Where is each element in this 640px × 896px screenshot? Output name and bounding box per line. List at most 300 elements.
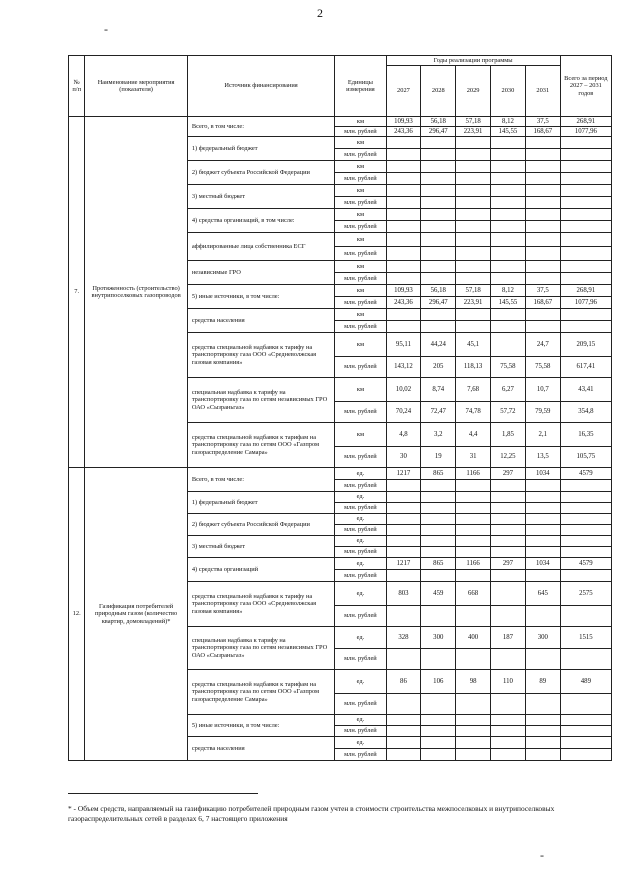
value-cell: 268,91 <box>560 285 611 297</box>
value-cell <box>560 137 611 149</box>
value-cell <box>491 480 526 492</box>
value-cell <box>456 309 491 321</box>
value-cell: 243,36 <box>386 127 421 137</box>
value-cell <box>560 173 611 185</box>
value-cell <box>456 197 491 209</box>
value-cell: 118,13 <box>456 357 491 378</box>
value-cell <box>560 273 611 285</box>
header-source: Источник финансирования <box>187 56 335 117</box>
unit-cell: км <box>335 285 386 297</box>
value-cell <box>386 649 421 670</box>
value-cell: 24,7 <box>525 333 560 357</box>
value-cell: 56,18 <box>421 285 456 297</box>
value-cell: 105,75 <box>560 447 611 468</box>
value-cell: 400 <box>456 627 491 649</box>
unit-cell: км <box>335 137 386 149</box>
value-cell <box>491 525 526 536</box>
value-cell <box>491 197 526 209</box>
value-cell: 300 <box>421 627 456 649</box>
value-cell <box>421 480 456 492</box>
value-cell: 16,35 <box>560 423 611 447</box>
unit-cell: ед. <box>335 737 386 749</box>
value-cell <box>525 570 560 582</box>
value-cell <box>456 185 491 197</box>
value-cell: 4,4 <box>456 423 491 447</box>
unit-cell: млн. рублей <box>335 321 386 333</box>
value-cell <box>525 137 560 149</box>
value-cell <box>456 161 491 173</box>
unit-cell: км <box>335 333 386 357</box>
value-cell <box>525 649 560 670</box>
value-cell <box>491 570 526 582</box>
header-year: 2031 <box>525 66 560 117</box>
value-cell <box>560 649 611 670</box>
value-cell <box>456 137 491 149</box>
value-cell <box>491 503 526 514</box>
value-cell: 243,36 <box>386 297 421 309</box>
value-cell <box>560 503 611 514</box>
value-cell: 57,72 <box>491 402 526 423</box>
value-cell: 37,5 <box>525 117 560 127</box>
value-cell <box>386 309 421 321</box>
value-cell <box>560 570 611 582</box>
unit-cell: ед. <box>335 715 386 726</box>
value-cell: 459 <box>421 582 456 606</box>
value-cell: 803 <box>386 582 421 606</box>
unit-cell: км <box>335 185 386 197</box>
value-cell <box>491 333 526 357</box>
value-cell <box>525 480 560 492</box>
value-cell <box>560 715 611 726</box>
value-cell <box>491 149 526 161</box>
value-cell <box>456 737 491 749</box>
value-cell <box>456 503 491 514</box>
unit-cell: ед. <box>335 468 386 480</box>
value-cell <box>386 149 421 161</box>
value-cell <box>491 321 526 333</box>
value-cell <box>421 233 456 247</box>
value-cell <box>560 247 611 261</box>
table-row <box>69 117 612 127</box>
value-cell: 4579 <box>560 558 611 570</box>
source-label: средства населения <box>187 309 335 333</box>
value-cell <box>421 547 456 558</box>
unit-cell: млн. рублей <box>335 357 386 378</box>
unit-cell: млн. рублей <box>335 402 386 423</box>
value-cell: 296,47 <box>421 127 456 137</box>
unit-cell: ед. <box>335 670 386 694</box>
value-cell <box>560 221 611 233</box>
value-cell <box>525 161 560 173</box>
source-label: Всего, в том числе: <box>187 468 335 492</box>
value-cell <box>525 197 560 209</box>
value-cell <box>491 492 526 503</box>
activity-name: Протяженность (строительство) внутрипоселковых газопроводов <box>85 117 187 468</box>
value-cell: 1166 <box>456 558 491 570</box>
value-cell <box>386 737 421 749</box>
value-cell <box>525 525 560 536</box>
unit-cell: км <box>335 261 386 273</box>
value-cell <box>560 547 611 558</box>
value-cell: 300 <box>525 627 560 649</box>
value-cell: 4,8 <box>386 423 421 447</box>
value-cell: 1166 <box>456 468 491 480</box>
value-cell: 110 <box>491 670 526 694</box>
value-cell <box>421 649 456 670</box>
value-cell <box>421 173 456 185</box>
header-row-1 <box>69 56 612 66</box>
value-cell: 56,18 <box>421 117 456 127</box>
value-cell <box>525 321 560 333</box>
value-cell <box>386 161 421 173</box>
unit-cell: млн. рублей <box>335 570 386 582</box>
value-cell <box>456 514 491 525</box>
footnote-rule <box>68 793 258 794</box>
value-cell <box>560 197 611 209</box>
value-cell <box>421 309 456 321</box>
value-cell <box>491 606 526 627</box>
unit-cell: млн. рублей <box>335 247 386 261</box>
value-cell <box>525 209 560 221</box>
value-cell: 1034 <box>525 558 560 570</box>
unit-cell: ед. <box>335 627 386 649</box>
value-cell <box>386 185 421 197</box>
value-cell <box>491 309 526 321</box>
table-row <box>69 468 612 480</box>
value-cell <box>421 137 456 149</box>
value-cell <box>386 694 421 715</box>
header-year: 2027 <box>386 66 421 117</box>
value-cell <box>560 480 611 492</box>
value-cell <box>491 137 526 149</box>
value-cell <box>525 514 560 525</box>
value-cell <box>456 694 491 715</box>
value-cell <box>421 503 456 514</box>
value-cell <box>386 480 421 492</box>
value-cell <box>421 525 456 536</box>
value-cell <box>560 261 611 273</box>
value-cell: 143,12 <box>386 357 421 378</box>
value-cell <box>386 273 421 285</box>
value-cell: 1077,96 <box>560 127 611 137</box>
footnote: * - Объем средств, направляемый на газификацию потребителей природным газом учтен в стоимости строительства межпоселковых и внутрипоселковых газораспределительных сетей в разделах 6, 7 настоящего приложения <box>68 804 555 823</box>
unit-cell: км <box>335 309 386 321</box>
value-cell: 668 <box>456 582 491 606</box>
unit-cell: млн. рублей <box>335 480 386 492</box>
source-label: 2) бюджет субъекта Российской Федерации <box>187 514 335 536</box>
value-cell <box>525 726 560 737</box>
value-cell: 297 <box>491 468 526 480</box>
value-cell: 168,67 <box>525 297 560 309</box>
header-num: № п/п <box>69 56 85 117</box>
value-cell: 2575 <box>560 582 611 606</box>
value-cell <box>525 606 560 627</box>
value-cell: 268,91 <box>560 117 611 127</box>
value-cell <box>491 649 526 670</box>
value-cell <box>386 503 421 514</box>
value-cell <box>491 514 526 525</box>
value-cell <box>386 536 421 547</box>
unit-cell: млн. рублей <box>335 726 386 737</box>
value-cell: 617,41 <box>560 357 611 378</box>
value-cell <box>560 161 611 173</box>
value-cell <box>421 221 456 233</box>
value-cell: 1,85 <box>491 423 526 447</box>
value-cell <box>525 261 560 273</box>
value-cell <box>491 547 526 558</box>
header-year: 2028 <box>421 66 456 117</box>
value-cell <box>421 197 456 209</box>
value-cell <box>491 582 526 606</box>
value-cell <box>456 321 491 333</box>
value-cell <box>491 247 526 261</box>
value-cell <box>386 749 421 761</box>
value-cell <box>456 649 491 670</box>
unit-cell: млн. рублей <box>335 149 386 161</box>
value-cell: 86 <box>386 670 421 694</box>
value-cell <box>560 694 611 715</box>
value-cell <box>491 273 526 285</box>
value-cell: 72,47 <box>421 402 456 423</box>
unit-cell: млн. рублей <box>335 503 386 514</box>
value-cell: 8,74 <box>421 378 456 402</box>
unit-cell: млн. рублей <box>335 525 386 536</box>
value-cell <box>525 273 560 285</box>
value-cell <box>560 321 611 333</box>
value-cell <box>491 233 526 247</box>
source-label: 4) средства организаций, в том числе: <box>187 209 335 233</box>
header-unit: Единицы измерения <box>335 56 386 117</box>
header-years-group: Годы реализации программы <box>386 56 560 66</box>
value-cell: 6,27 <box>491 378 526 402</box>
source-label: 5) иные источники, в том числе: <box>187 285 335 309</box>
value-cell <box>560 726 611 737</box>
value-cell <box>525 149 560 161</box>
margin-mark-bottom: - <box>540 848 544 862</box>
unit-cell: км <box>335 378 386 402</box>
value-cell: 19 <box>421 447 456 468</box>
source-label: средства специальной надбавки к тарифам на транспортировку газа по сетям ООО «Газпром газораспределение Самара» <box>187 423 335 468</box>
value-cell <box>386 247 421 261</box>
value-cell <box>456 149 491 161</box>
value-cell <box>456 606 491 627</box>
page-number: 2 <box>317 6 323 20</box>
header-total: Всего за период 2027 – 2031 годов <box>560 56 611 117</box>
value-cell <box>525 173 560 185</box>
activity-name: Газификация потребителей природным газом (количество квартир, домовладений)* <box>85 468 187 761</box>
source-label: специальная надбавка к тарифу на транспортировку газа по сетям независимых ГРО ОАО «Сызраньгаз» <box>187 627 335 670</box>
value-cell <box>560 525 611 536</box>
unit-cell: км <box>335 209 386 221</box>
row-number: 7. <box>69 117 85 468</box>
value-cell: 74,78 <box>456 402 491 423</box>
unit-cell: млн. рублей <box>335 127 386 137</box>
value-cell <box>386 606 421 627</box>
value-cell <box>456 261 491 273</box>
value-cell <box>421 726 456 737</box>
source-label: независимые ГРО <box>187 261 335 285</box>
source-label: 4) средства организаций <box>187 558 335 582</box>
value-cell: 187 <box>491 627 526 649</box>
source-label: 2) бюджет субъекта Российской Федерации <box>187 161 335 185</box>
value-cell <box>386 570 421 582</box>
value-cell: 145,55 <box>491 127 526 137</box>
value-cell: 95,11 <box>386 333 421 357</box>
value-cell: 354,8 <box>560 402 611 423</box>
unit-cell: млн. рублей <box>335 221 386 233</box>
value-cell <box>421 149 456 161</box>
value-cell: 2,1 <box>525 423 560 447</box>
value-cell <box>386 209 421 221</box>
value-cell <box>560 209 611 221</box>
value-cell <box>560 536 611 547</box>
source-label: аффилированные лица собственника ЕСГ <box>187 233 335 261</box>
value-cell <box>525 309 560 321</box>
value-cell <box>525 547 560 558</box>
value-cell <box>386 514 421 525</box>
value-cell <box>421 570 456 582</box>
value-cell <box>456 492 491 503</box>
value-cell: 109,93 <box>386 285 421 297</box>
value-cell <box>386 492 421 503</box>
value-cell <box>421 261 456 273</box>
value-cell <box>386 221 421 233</box>
value-cell <box>525 221 560 233</box>
value-cell: 4579 <box>560 468 611 480</box>
source-label: 1) федеральный бюджет <box>187 492 335 514</box>
unit-cell: млн. рублей <box>335 197 386 209</box>
value-cell <box>421 715 456 726</box>
value-cell: 168,67 <box>525 127 560 137</box>
value-cell <box>421 247 456 261</box>
value-cell <box>491 726 526 737</box>
value-cell <box>386 261 421 273</box>
value-cell <box>491 209 526 221</box>
value-cell <box>525 185 560 197</box>
unit-cell: млн. рублей <box>335 749 386 761</box>
header-year: 2030 <box>491 66 526 117</box>
value-cell <box>456 173 491 185</box>
program-table <box>68 55 612 761</box>
unit-cell: ед. <box>335 492 386 503</box>
value-cell <box>386 715 421 726</box>
value-cell <box>491 173 526 185</box>
value-cell <box>560 149 611 161</box>
value-cell <box>386 137 421 149</box>
value-cell <box>560 309 611 321</box>
value-cell <box>421 606 456 627</box>
value-cell: 865 <box>421 558 456 570</box>
value-cell: 10,7 <box>525 378 560 402</box>
value-cell: 13,5 <box>525 447 560 468</box>
value-cell <box>456 221 491 233</box>
value-cell: 223,91 <box>456 297 491 309</box>
value-cell: 75,58 <box>491 357 526 378</box>
value-cell <box>421 185 456 197</box>
value-cell <box>525 715 560 726</box>
value-cell <box>456 749 491 761</box>
value-cell <box>560 606 611 627</box>
value-cell: 106 <box>421 670 456 694</box>
value-cell <box>560 492 611 503</box>
unit-cell: млн. рублей <box>335 297 386 309</box>
value-cell <box>491 261 526 273</box>
value-cell <box>560 514 611 525</box>
value-cell: 209,15 <box>560 333 611 357</box>
value-cell <box>525 536 560 547</box>
value-cell <box>491 161 526 173</box>
unit-cell: км <box>335 423 386 447</box>
value-cell: 1217 <box>386 468 421 480</box>
value-cell <box>386 173 421 185</box>
value-cell <box>491 737 526 749</box>
value-cell: 3,2 <box>421 423 456 447</box>
value-cell <box>456 570 491 582</box>
value-cell: 75,58 <box>525 357 560 378</box>
value-cell <box>525 694 560 715</box>
value-cell <box>456 715 491 726</box>
value-cell: 296,47 <box>421 297 456 309</box>
source-label: средства специальной надбавки к тарифу на транспортировку газа ООО «Средневолжская газовая компания» <box>187 582 335 627</box>
unit-cell: ед. <box>335 536 386 547</box>
value-cell <box>491 185 526 197</box>
value-cell: 1034 <box>525 468 560 480</box>
value-cell: 205 <box>421 357 456 378</box>
source-label: средства специальной надбавки к тарифам на транспортировку газа по сетям ООО «Газпром газораспределение Самара» <box>187 670 335 715</box>
value-cell: 1217 <box>386 558 421 570</box>
value-cell: 57,18 <box>456 285 491 297</box>
value-cell: 145,55 <box>491 297 526 309</box>
value-cell <box>421 161 456 173</box>
value-cell: 89 <box>525 670 560 694</box>
value-cell <box>491 536 526 547</box>
value-cell <box>560 749 611 761</box>
value-cell: 8,12 <box>491 117 526 127</box>
value-cell <box>421 492 456 503</box>
value-cell <box>386 726 421 737</box>
value-cell: 7,68 <box>456 378 491 402</box>
value-cell: 43,41 <box>560 378 611 402</box>
value-cell <box>421 694 456 715</box>
value-cell <box>491 221 526 233</box>
unit-cell: млн. рублей <box>335 606 386 627</box>
value-cell <box>525 247 560 261</box>
source-label: средства специальной надбавки к тарифу на транспортировку газа ООО «Средневолжская газовая компания» <box>187 333 335 378</box>
value-cell <box>525 492 560 503</box>
value-cell <box>491 715 526 726</box>
source-label: 3) местный бюджет <box>187 536 335 558</box>
margin-mark-top: - <box>104 22 108 36</box>
value-cell: 223,91 <box>456 127 491 137</box>
value-cell: 1077,96 <box>560 297 611 309</box>
unit-cell: млн. рублей <box>335 547 386 558</box>
value-cell: 98 <box>456 670 491 694</box>
value-cell <box>456 525 491 536</box>
value-cell <box>456 247 491 261</box>
value-cell: 30 <box>386 447 421 468</box>
unit-cell: ед. <box>335 514 386 525</box>
value-cell <box>456 726 491 737</box>
value-cell: 865 <box>421 468 456 480</box>
value-cell: 489 <box>560 670 611 694</box>
value-cell: 31 <box>456 447 491 468</box>
value-cell <box>456 233 491 247</box>
value-cell: 44,24 <box>421 333 456 357</box>
value-cell <box>525 233 560 247</box>
value-cell <box>456 536 491 547</box>
header-year: 2029 <box>456 66 491 117</box>
unit-cell: млн. рублей <box>335 273 386 285</box>
